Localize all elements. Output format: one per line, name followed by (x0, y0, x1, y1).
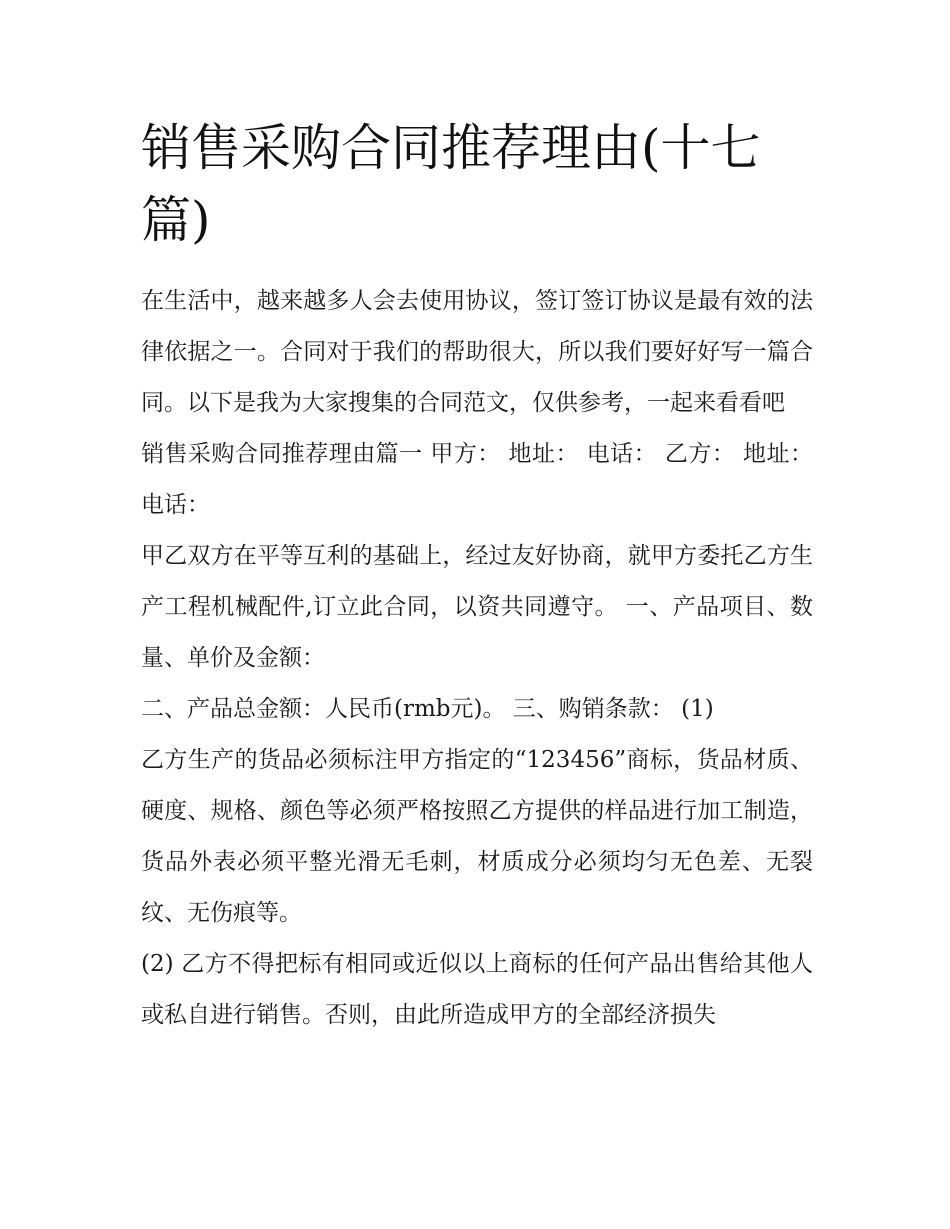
paragraph-clause-2: (2) 乙方不得把标有相同或近似以上商标的任何产品出售给其他人或私自进行销售。否则，由此所造成甲方的全部经济损失 (141, 951, 813, 1028)
document-page (141, 112, 813, 1041)
document-title: 销售采购合同推荐理由(十七篇) (141, 119, 761, 249)
paragraph-intro: 在生活中，越来越多人会去使用协议，签订签订协议是最有效的法律依据之一。合同对于我们的帮助很大，所以我们要好好写一篇合同。以下是我为大家搜集的合同范文，仅供参考，一起来看看吧 (141, 288, 813, 416)
paragraph-total-amount: 二、产品总金额：人民币(rmb元)。 三、购销条款： (1) (141, 696, 714, 722)
paragraph-parties: 销售采购合同推荐理由篇一 甲方： 地址： 电话： 乙方： 地址： 电话： (141, 441, 813, 518)
paragraph-agreement: 甲乙双方在平等互利的基础上，经过友好协商，就甲方委托乙方生产工程机械配件,订立此合同，以资共同遵守。 一、产品项目、数量、单价及金额： (141, 543, 813, 671)
paragraph-clause-1: 乙方生产的货品必须标注甲方指定的“123456”商标，货品材质、硬度、规格、颜色等必须严格按照乙方提供的样品进行加工制造，货品外表必须平整光滑无毛刺，材质成分必须均匀无色差、无裂纹、无伤痕等。 (141, 747, 813, 926)
